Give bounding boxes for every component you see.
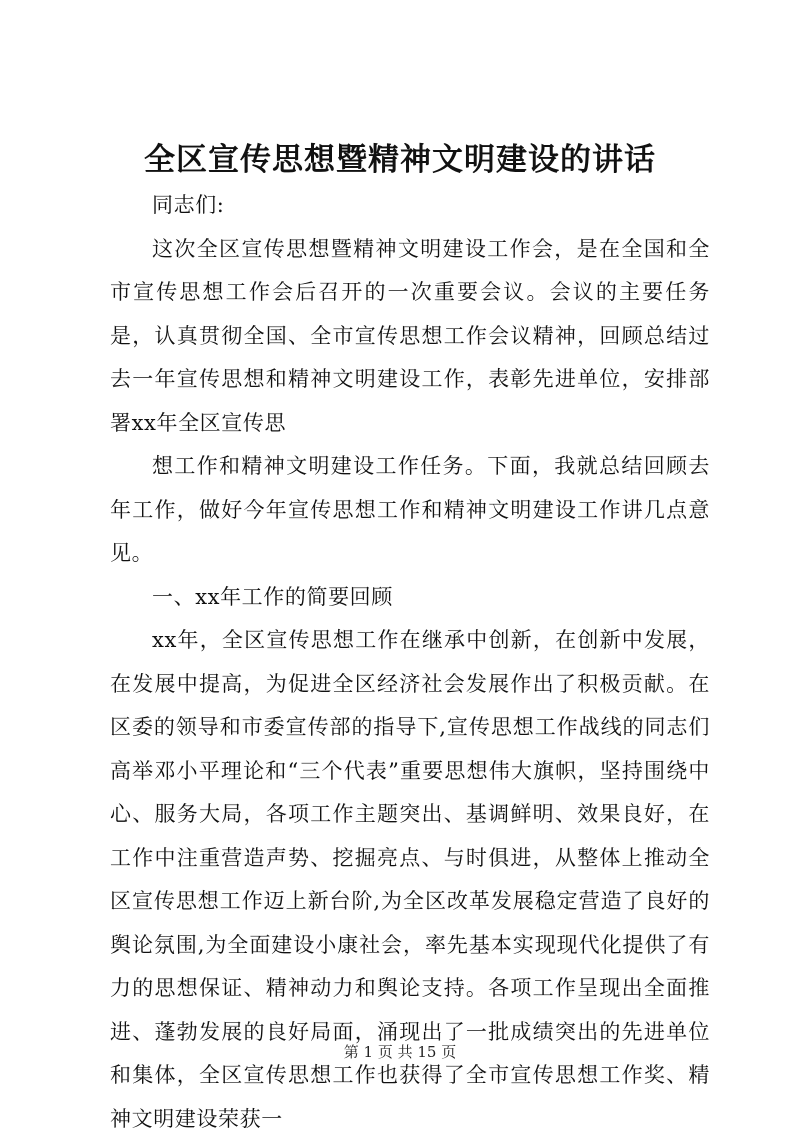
salutation-paragraph: 同志们: xyxy=(152,193,225,217)
section-heading: 一、xx年工作的简要回顾 xyxy=(152,584,393,609)
document-title: 全区宣传思想暨精神文明建设的讲话 xyxy=(144,142,656,178)
review-paragraph: xx年，全区宣传思想工作在继承中创新，在创新中发展，在发展中提高，为促进全区经济社会发展作出了积极贡献。在区委的领导和市委宣传部的指导下,宣传思想工作战线的同志们高举邓小平理论和“三个代表”重要思想伟大旗帜，坚持围绕中心、服务大局，各项工作主题突出、基调鲜明、效果良好，在工作中注重营造声势、挖掘亮点、与时俱进，从整体上推动全区宣传思想工作迈上新台阶,为全区改革发展稳定营造了良好的舆论氛围,为全面建设小康社会，率先基本实现现代化提供了有力的思想保证、精神动力和舆论支持。各项工作呈现出全面推进、蓬勃发展的良好局面，涌现出了一批成绩突出的先进单位和集体，全区宣传思想工作也获得了全市宣传思想工作奖、精神文明建设荣获一 xyxy=(110,628,710,1131)
document-body xyxy=(110,184,710,1141)
intro-paragraph: 这次全区宣传思想暨精神文明建设工作会，是在全国和全市宣传思想工作会后召开的一次重要会议。会议的主要任务是，认真贯彻全国、全市宣传思想工作会议精神，回顾总结过去一年宣传思想和精神文明建设工作，表彰先进单位，安排部署xx年全区宣传思 xyxy=(110,236,710,435)
page-number-footer: 第 1 页 共 15 页 xyxy=(343,1043,457,1061)
intro-continuation-paragraph: 想工作和精神文明建设工作任务。下面，我就总结回顾去年工作，做好今年宣传思想工作和精神文明建设工作讲几点意见。 xyxy=(110,454,710,565)
